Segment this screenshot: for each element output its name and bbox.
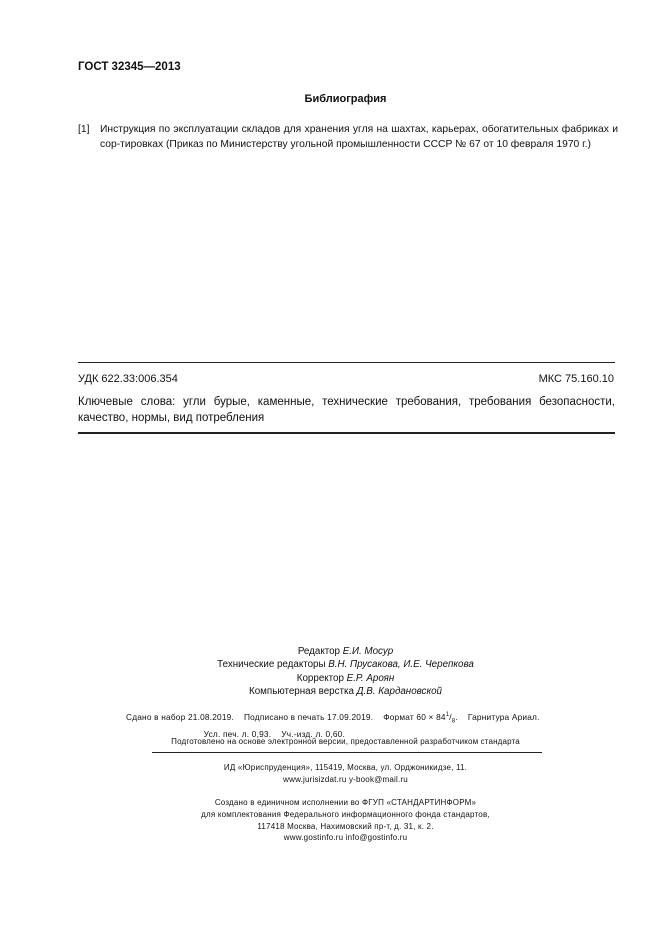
publisher-address: ИД «Юриспруденция», 115419, Москва, ул. Орджоникидзе, 11. xyxy=(223,763,468,772)
corrector-name: Е.Р. Ароян xyxy=(346,672,395,684)
corrector-line xyxy=(30,672,661,685)
tech-editors-line xyxy=(30,658,661,671)
editor-line xyxy=(30,645,661,658)
publisher-block xyxy=(0,762,661,786)
layout-line xyxy=(30,685,661,698)
publisher-divider xyxy=(152,752,542,753)
signed-date: Подписано в печать 17.09.2019. xyxy=(244,711,374,722)
printed-sheets: Усл. печ. л. 0,93. xyxy=(203,729,272,740)
credits-block xyxy=(0,645,661,699)
bibliography-item xyxy=(78,122,618,152)
tech-editors-label: Технические редакторы xyxy=(217,659,329,671)
layout-name: Д.В. Кардановской xyxy=(356,686,442,698)
printing-details: Сдано в набор 21.08.2019. Подписано в печать 17.09.2019. Формат $60 \times 84^1/_8$. Гарнитура Ариал. Усл. печ. л. 0,93. Уч.-изд. л. 0,60. xyxy=(126,711,540,740)
udk-code: УДК 622.33:006.354 xyxy=(78,373,178,385)
standard-number: ГОСТ 32345—2013 xyxy=(78,61,181,73)
producer-line-3: 117418 Москва, Нахимовский пр-т, д. 31, к. 2. xyxy=(257,821,434,831)
bibliography-title: Библиография xyxy=(304,93,387,105)
typeface: Гарнитура Ариал. xyxy=(467,711,540,722)
keywords: Ключевые слова: угли бурые, каменные, технические требования, требования безопасности, качество, нормы, вид потребления xyxy=(78,396,615,424)
submitted-date: Сдано в набор 21.08.2019. xyxy=(126,711,234,722)
mks-code: МКС 75.160.10 xyxy=(538,373,614,385)
producer-line-4: www.gostinfo.ru info@gostinfo.ru xyxy=(283,833,408,843)
top-divider xyxy=(78,362,615,363)
publisher-contacts: www.jurisizdat.ru y-book@mail.ru xyxy=(283,774,408,784)
tech-editors-names: В.Н. Прусакова, И.Е. Черепкова xyxy=(328,659,474,671)
format: Формат $60 \times 84^1/_8$ xyxy=(383,711,456,725)
bibliography-item-number: [1] xyxy=(78,124,90,135)
bottom-divider xyxy=(78,432,615,434)
producer-block xyxy=(0,797,661,844)
publication-sheets: Уч.-изд. л. 0,60. xyxy=(281,729,345,740)
bibliography-item-text: Инструкция по эксплуатации складов для хранения угля на шахтах, карьерах, обогатительных фабриках и сор-тировках (Приказ по Министерству угольной промышленности СССР № 67 от 10 февраля 1970 г.) xyxy=(100,124,618,150)
editor-name: Е.И. Мосур xyxy=(342,646,394,657)
layout-label: Компьютерная верстка xyxy=(249,686,357,698)
corrector-label: Корректор xyxy=(296,672,347,684)
prepared-note: Подготовлено на основе электронной версии, предоставленной разработчиком стандарта xyxy=(171,737,520,746)
producer-line-2: для комплектования Федерального информационного фонда стандартов, xyxy=(201,809,490,819)
editor-label: Редактор xyxy=(297,646,343,657)
producer-line-1: Создано в единичном исполнении во ФГУП «СТАНДАРТИНФОРМ» xyxy=(214,798,477,807)
